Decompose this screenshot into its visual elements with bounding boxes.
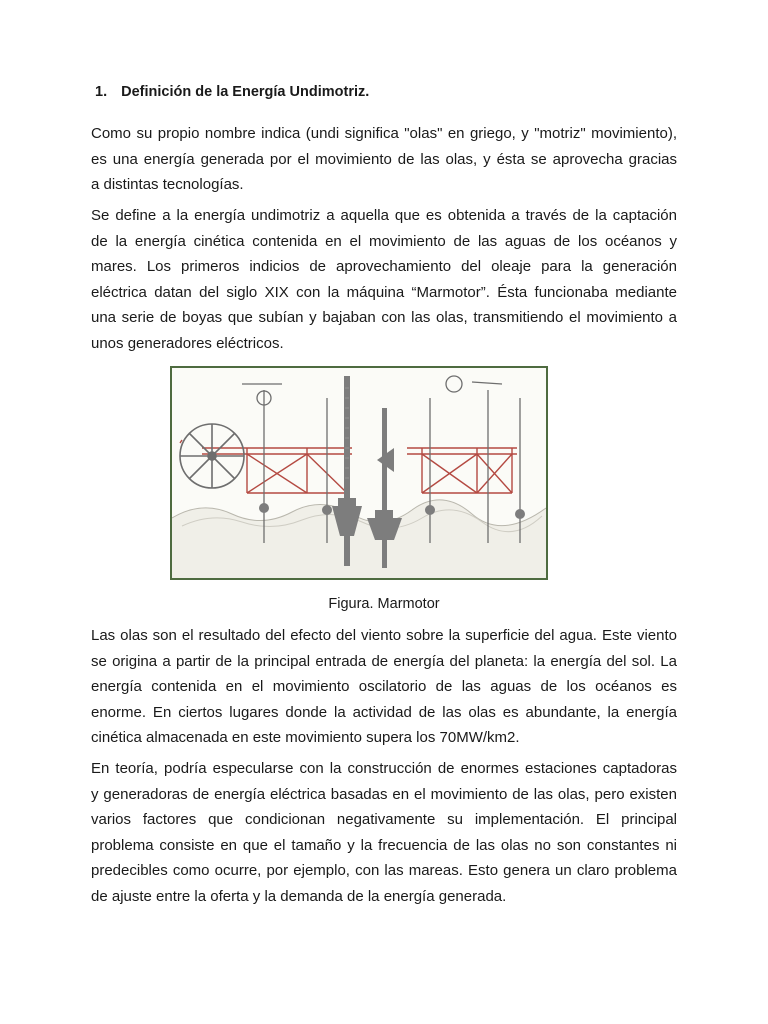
marmotor-figure bbox=[170, 366, 548, 580]
paragraph-line: mares. Los primeros indicios de aprovechamiento del oleaje para la generación bbox=[91, 258, 677, 276]
paragraph-line: En teoría, podría especularse con la construcción de enormes estaciones captadoras bbox=[91, 760, 677, 777]
paragraph-definition bbox=[91, 203, 677, 357]
paragraph-line: Como su propio nombre indica (undi significa "olas" en griego, y "motriz" movimiento), bbox=[91, 125, 677, 142]
paragraph-line: energía contenida en el movimiento oscilatorio de las aguas de los océanos es bbox=[91, 678, 677, 696]
paragraph-line: una serie de boyas que subían y bajaban con las olas, transmitiendo el movimiento a bbox=[91, 309, 677, 327]
paragraph-line: varios factores que condicionan negativamente su implementación. El principal bbox=[91, 811, 677, 829]
paragraph-line: cinética almacenada en este movimiento supera los 70MW/km2. bbox=[91, 729, 520, 747]
paragraph-line: se origina a partir de la principal entrada de energía del planeta: la energía del sol. La bbox=[91, 652, 677, 670]
paragraph-line: de ajuste entre la oferta y la demanda de la energía generada. bbox=[91, 887, 507, 905]
paragraph-line: predecibles como ocurre, por ejemplo, con las mareas. Esto genera un claro problema bbox=[91, 862, 677, 880]
paragraph-line: Las olas son el resultado del efecto del viento sobre la superficie del agua. Este viento bbox=[91, 627, 677, 644]
section-heading bbox=[95, 84, 369, 100]
paragraph-line: problema consiste en que el tamaño y la frecuencia de las olas no son constantes ni bbox=[91, 836, 677, 854]
paragraph-theory bbox=[91, 756, 677, 910]
paragraph-wave-origin bbox=[91, 623, 677, 751]
paragraph-line: y generadoras de energía eléctrica basadas en el movimiento de las olas, pero existen bbox=[91, 785, 677, 803]
section-number: 1. bbox=[95, 84, 108, 100]
figure-caption: Figura. Marmotor bbox=[328, 596, 440, 612]
paragraph-line: es una energía generada por el movimiento de las olas, y ésta se aprovecha gracias bbox=[91, 150, 677, 168]
section-title: Definición de la Energía Undimotriz. bbox=[121, 84, 370, 100]
paragraph-line: eléctrica datan del siglo XIX con la máquina “Marmotor”. Ésta funcionaba mediante bbox=[91, 283, 677, 301]
paragraph-line: unos generadores eléctricos. bbox=[91, 334, 284, 352]
paragraph-line: a distintas tecnologías. bbox=[91, 176, 244, 194]
paragraph-line: de la energía cinética contenida en el movimiento de las aguas de los océanos y bbox=[91, 232, 677, 250]
marmotor-illustration bbox=[172, 368, 546, 578]
paragraph-line: Se define a la energía undimotriz a aquella que es obtenida a través de la captación bbox=[91, 207, 677, 224]
paragraph-line: enorme. En ciertos lugares donde la actividad de las olas es abundante, la energía bbox=[91, 703, 677, 721]
paragraph-definition-name bbox=[91, 121, 677, 198]
